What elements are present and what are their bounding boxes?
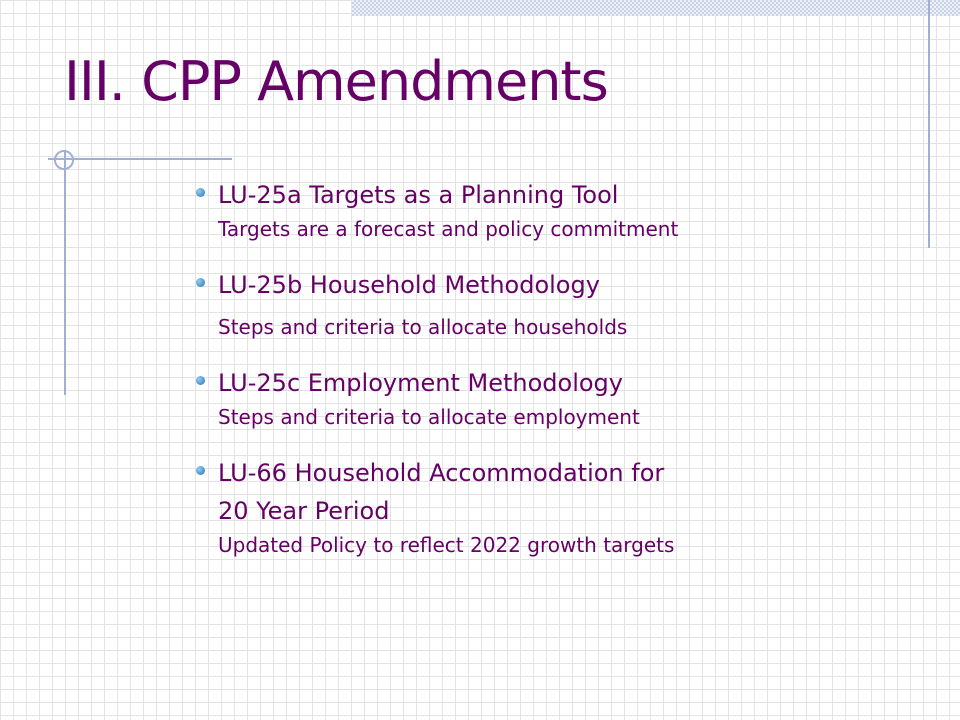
bullet-subtext: Targets are a forecast and policy commitment bbox=[218, 217, 679, 241]
bullet-heading: LU-66 Household Accommodation for bbox=[218, 459, 665, 487]
bullet-heading-continued: 20 Year Period bbox=[218, 497, 390, 525]
bullet-item-lu-25a bbox=[196, 176, 916, 244]
bullet-heading: LU-25b Household Methodology bbox=[218, 271, 600, 299]
bullet-list bbox=[196, 176, 916, 582]
bullet-dot-icon bbox=[196, 188, 205, 197]
bullet-dot-icon bbox=[196, 376, 205, 385]
bullet-heading: LU-25c Employment Methodology bbox=[218, 369, 623, 397]
slide-title: III. CPP Amendments bbox=[64, 50, 608, 113]
bullet-item-lu-66 bbox=[196, 454, 916, 560]
bullet-heading: LU-25a Targets as a Planning Tool bbox=[218, 181, 619, 209]
top-pattern-band bbox=[352, 0, 960, 16]
bullet-subtext: Steps and criteria to allocate employment bbox=[218, 405, 640, 429]
bullet-dot-icon bbox=[196, 466, 205, 475]
title-underline-accent bbox=[48, 158, 232, 160]
bullet-item-lu-25b bbox=[196, 266, 916, 342]
left-accent-line bbox=[64, 150, 66, 395]
right-accent-line bbox=[928, 0, 930, 248]
bullet-item-lu-25c bbox=[196, 364, 916, 432]
bullet-subtext: Steps and criteria to allocate households bbox=[218, 315, 628, 339]
bullet-subtext: Updated Policy to reflect 2022 growth targets bbox=[218, 533, 675, 557]
corner-ring-icon bbox=[54, 150, 74, 170]
bullet-dot-icon bbox=[196, 278, 205, 287]
